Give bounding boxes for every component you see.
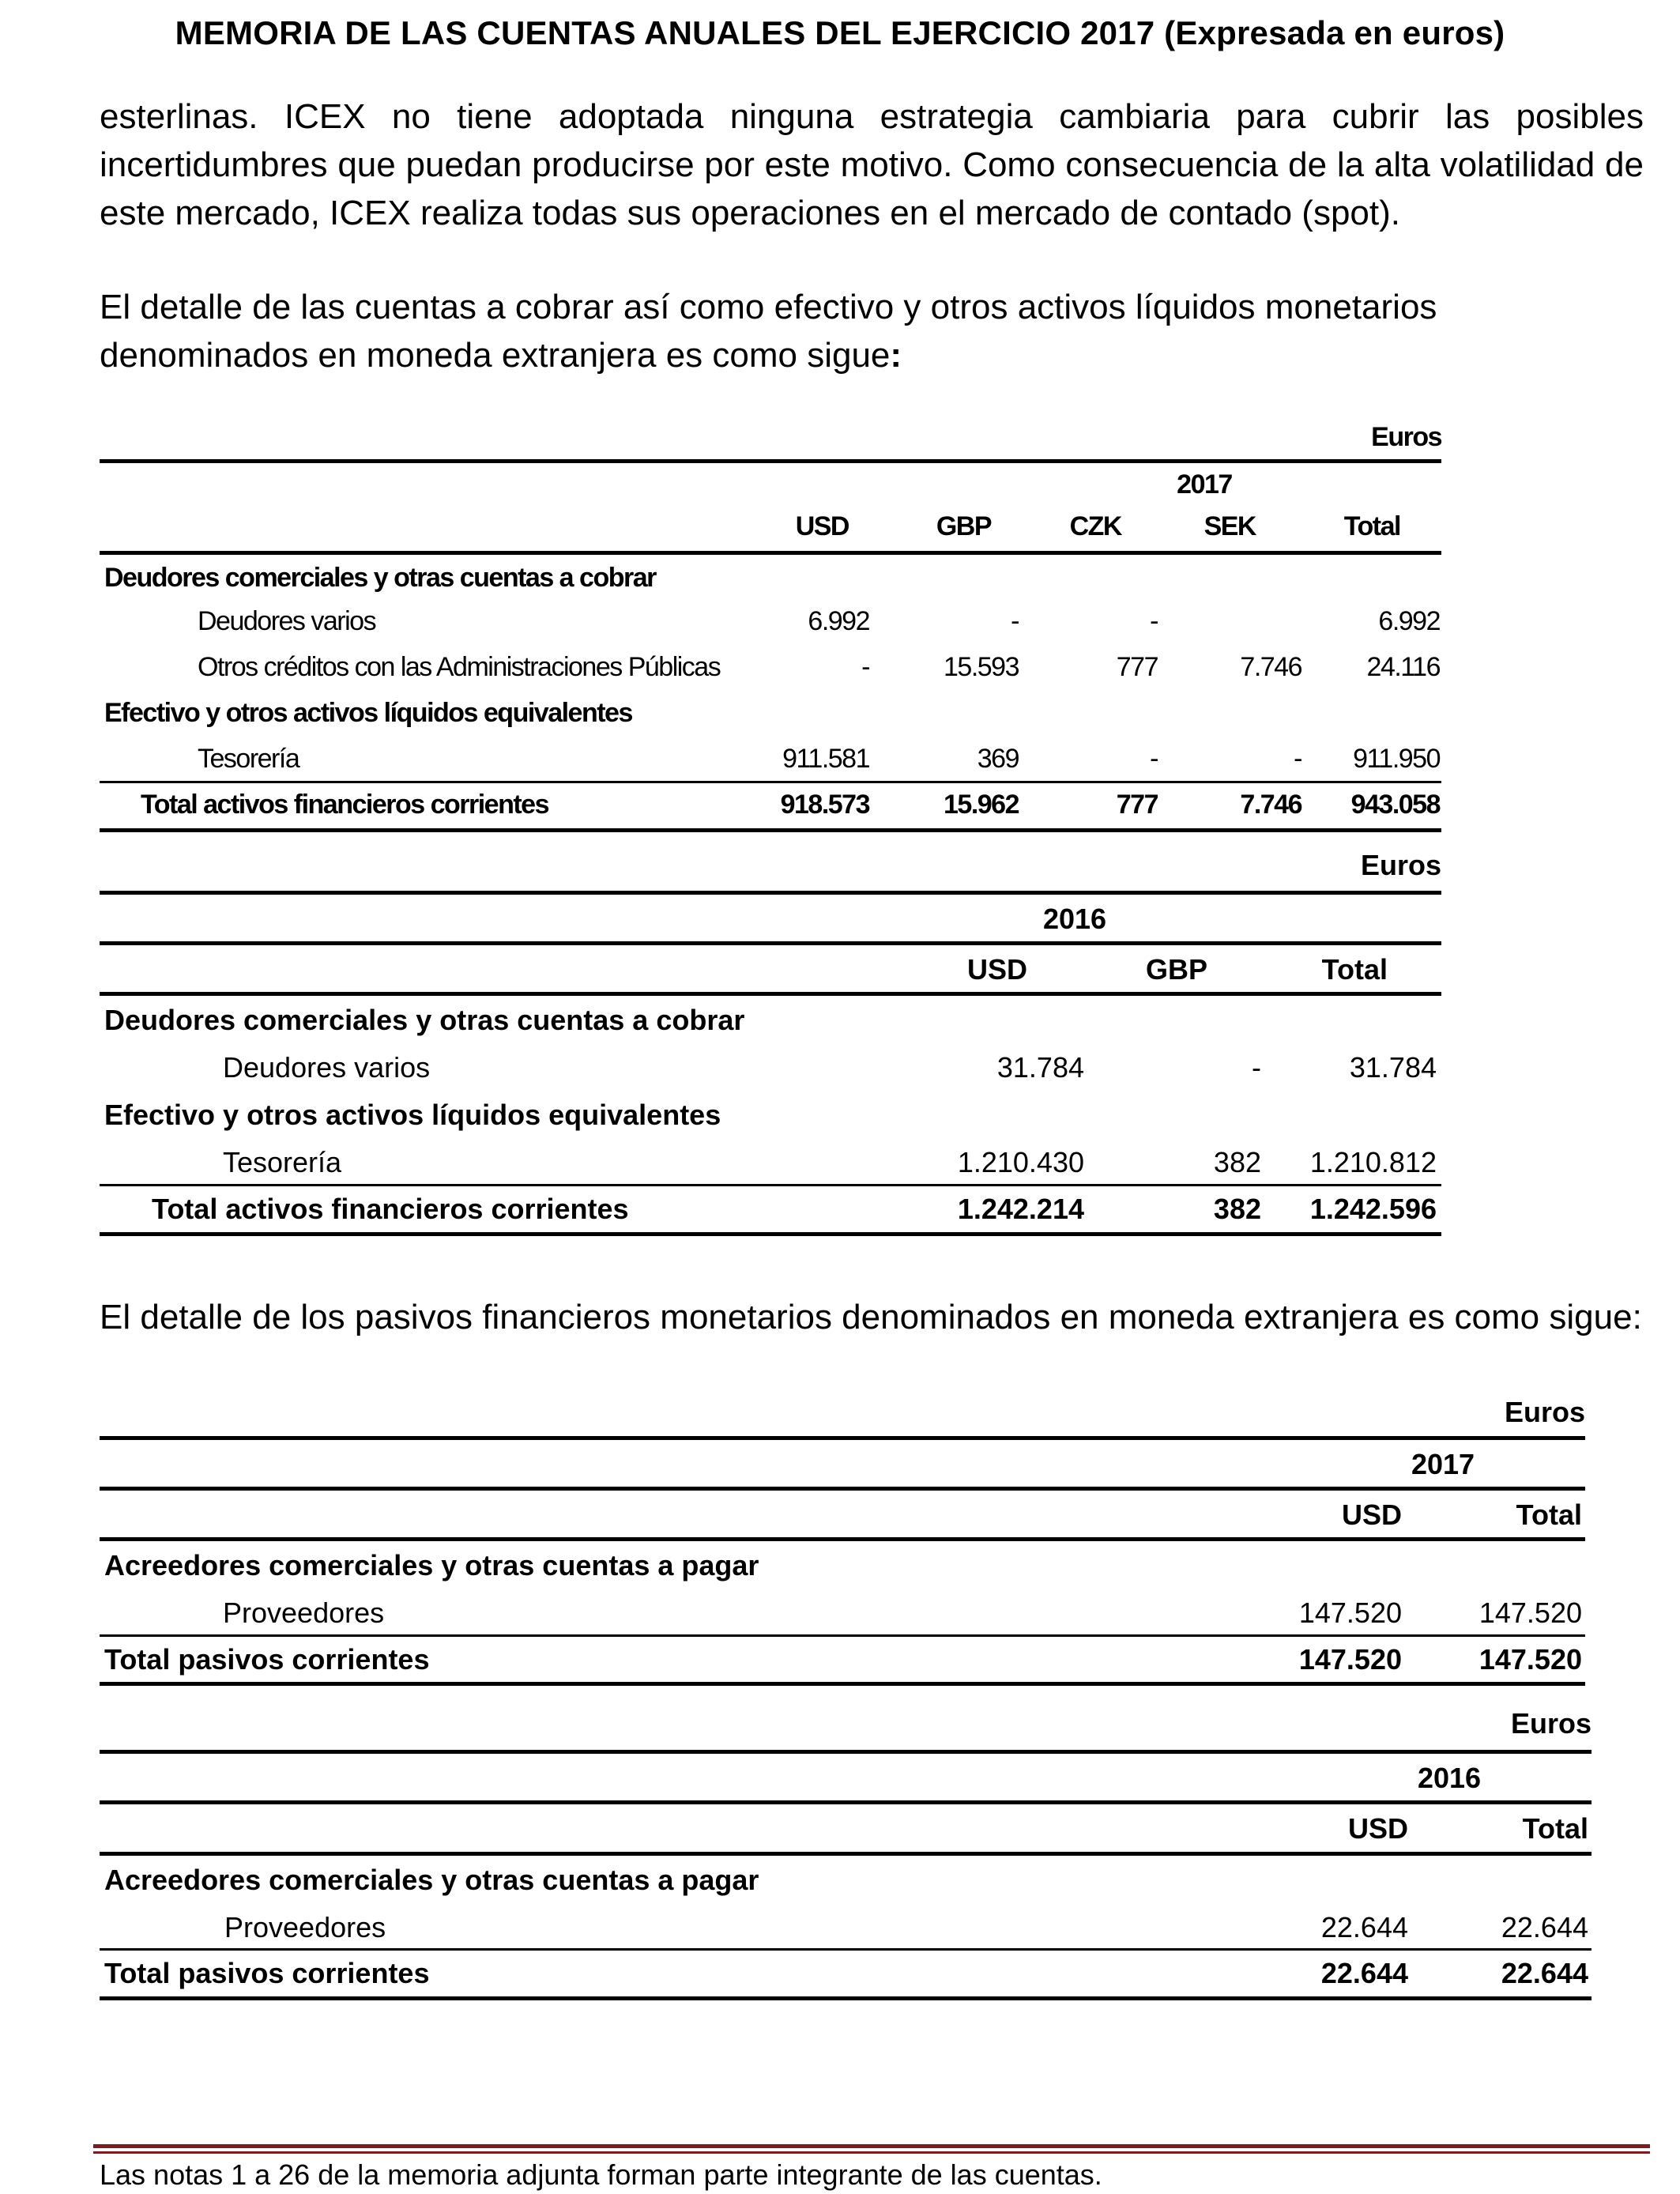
col-gbp: GBP <box>1145 953 1207 986</box>
table-row <box>100 600 1441 646</box>
total-label: Total activos financieros corrientes <box>141 790 548 820</box>
intro-paragraph-1: esterlinas. ICEX no tiene adoptada ninguna estrategia cambiaria para cubrir las posibles incertidumbres que puedan producirse por este motivo. Como consecuencia de la alta volatilidad de este mercado, ICEX realiza todas sus operaciones en el mercado de contado (spot). <box>100 97 1644 232</box>
footer-rule <box>93 2144 1650 2148</box>
total-gbp: 15.962 <box>944 790 1019 820</box>
section-label: Acreedores comerciales y otras cuentas a pagar <box>104 1549 759 1581</box>
cell-total: 911.950 <box>1353 744 1440 774</box>
cell-usd: - <box>861 652 869 682</box>
assets-2017-table <box>100 417 1441 832</box>
row-label: Otros créditos con las Administraciones Públicas <box>198 652 721 682</box>
total-gbp: 382 <box>1213 1193 1261 1225</box>
table-rule <box>100 1232 1441 1236</box>
intro-paragraph-2-line2: denominados en moneda extranjera es como sigue <box>100 336 891 375</box>
footer-note: Las notas 1 a 26 de la memoria adjunta forman parte integrante de las cuentas. <box>100 2158 1102 2191</box>
liabilities-2016-year: 2016 <box>1417 1762 1482 1794</box>
cell-usd: 31.784 <box>996 1051 1084 1084</box>
section-label: Acreedores comerciales y otras cuentas a pagar <box>104 1864 759 1896</box>
table-rule <box>100 828 1441 832</box>
cell-gbp: 382 <box>1213 1146 1261 1178</box>
col-total: Total <box>1516 1498 1582 1531</box>
cell-gbp: 369 <box>977 744 1019 774</box>
row-label: Deudores varios <box>198 606 376 636</box>
cell-gbp: 15.593 <box>944 652 1019 682</box>
total-row <box>100 1186 1441 1232</box>
row-label: Proveedores <box>224 1911 386 1943</box>
total-row <box>100 783 1441 828</box>
intro-paragraph-2 <box>100 283 1644 379</box>
intro-paragraph-2-line1: El detalle de las cuentas a cobrar así como efectivo y otros activos líquidos monetarios <box>100 288 1437 326</box>
total-row <box>100 1951 1591 1996</box>
col-gbp: GBP <box>936 511 991 541</box>
total-usd: 147.520 <box>1298 1643 1402 1676</box>
assets-2017-year: 2017 <box>1177 469 1232 499</box>
cell-total: 22.644 <box>1501 1911 1588 1943</box>
col-usd: USD <box>966 953 1027 986</box>
table-rule <box>100 1682 1585 1686</box>
liabilities-intro: El detalle de los pasivos financieros monetarios denominados en moneda extranjera es como sigue: <box>100 1298 1642 1336</box>
intro-paragraph <box>100 92 1644 237</box>
cell-sek: - <box>1294 744 1301 774</box>
cell-gbp: - <box>1011 606 1019 636</box>
cell-czk: - <box>1150 744 1158 774</box>
total-total: 943.058 <box>1350 790 1440 820</box>
row-label: Proveedores <box>223 1596 385 1629</box>
intro-colon: : <box>890 336 902 375</box>
cell-usd: 6.992 <box>808 606 869 636</box>
liabilities-2017-year: 2017 <box>1411 1448 1475 1480</box>
section-label: Deudores comerciales y otras cuentas a cobrar <box>104 563 656 593</box>
table-row <box>100 1043 1441 1091</box>
liabilities-2016-table <box>100 1701 1591 2000</box>
total-sek: 7.746 <box>1240 790 1301 820</box>
assets-2016-year: 2016 <box>1042 903 1107 935</box>
cell-usd: 147.520 <box>1298 1596 1402 1629</box>
cell-total: 6.992 <box>1378 606 1440 636</box>
total-czk: 777 <box>1116 790 1158 820</box>
cell-czk: - <box>1150 606 1158 636</box>
cell-total: 24.116 <box>1366 652 1440 682</box>
col-total: Total <box>1321 953 1388 986</box>
cell-czk: 777 <box>1116 652 1158 682</box>
total-usd: 1.242.214 <box>957 1193 1084 1225</box>
row-label: Deudores varios <box>223 1051 431 1084</box>
liabilities-2016-unit: Euros <box>1510 1707 1591 1740</box>
cell-usd: 22.644 <box>1320 1911 1408 1943</box>
table-row <box>100 737 1441 781</box>
cell-usd: 911.581 <box>782 744 869 774</box>
cell-usd: 1.210.430 <box>957 1146 1084 1178</box>
cell-total: 1.210.812 <box>1309 1146 1437 1178</box>
total-label: Total pasivos corrientes <box>104 1957 430 1989</box>
total-total: 22.644 <box>1501 1957 1588 1989</box>
cell-gbp: - <box>1252 1051 1261 1084</box>
assets-2016-table <box>100 844 1441 1236</box>
section-label: Deudores comerciales y otras cuentas a cobrar <box>104 1004 745 1036</box>
row-label: Tesorería <box>223 1146 342 1178</box>
table-row <box>100 1903 1591 1948</box>
section-label: Efectivo y otros activos líquidos equivalentes <box>104 698 632 728</box>
table-rule <box>100 1996 1591 2000</box>
section-label: Efectivo y otros activos líquidos equivalentes <box>104 1099 721 1131</box>
row-label: Tesorería <box>198 744 299 774</box>
table-row <box>100 1589 1585 1634</box>
footer-rule-thin <box>93 2151 1650 2154</box>
col-usd: USD <box>1341 1498 1402 1531</box>
col-usd: USD <box>795 511 849 541</box>
assets-2016-unit: Euros <box>1360 849 1441 881</box>
cell-sek: 7.746 <box>1240 652 1301 682</box>
total-row <box>100 1637 1585 1682</box>
cell-total: 147.520 <box>1478 1596 1582 1629</box>
table-row <box>100 646 1441 692</box>
liabilities-2017-unit: Euros <box>1504 1396 1585 1428</box>
assets-2017-unit: Euros <box>1371 422 1441 452</box>
total-total: 1.242.596 <box>1309 1193 1437 1225</box>
col-czk: CZK <box>1069 511 1121 541</box>
page-header-title: MEMORIA DE LAS CUENTAS ANUALES DEL EJERCICIO 2017 (Expresada en euros) <box>175 14 1505 51</box>
total-usd: 918.573 <box>780 790 869 820</box>
col-usd: USD <box>1347 1812 1408 1845</box>
table-row <box>100 1138 1441 1184</box>
cell-total: 31.784 <box>1349 1051 1437 1084</box>
col-total: Total <box>1343 511 1400 541</box>
col-total: Total <box>1522 1812 1588 1845</box>
total-usd: 22.644 <box>1320 1957 1408 1989</box>
liabilities-2017-table <box>100 1393 1585 1686</box>
total-total: 147.520 <box>1478 1643 1582 1676</box>
total-label: Total activos financieros corrientes <box>152 1193 629 1225</box>
total-label: Total pasivos corrientes <box>104 1643 430 1676</box>
col-sek: SEK <box>1203 511 1256 541</box>
